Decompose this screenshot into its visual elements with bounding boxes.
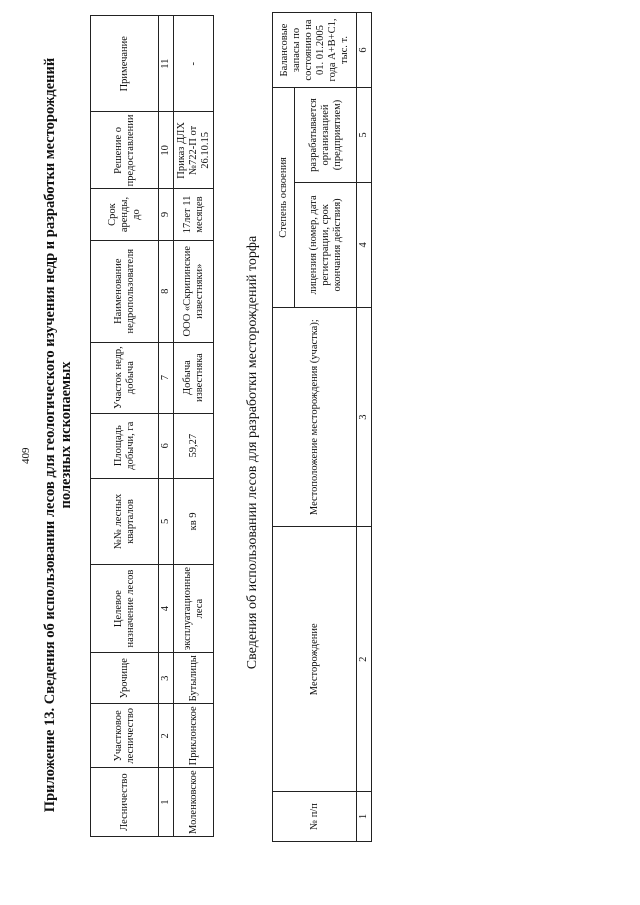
column-number: 6 [159, 413, 174, 478]
table2-header-row [273, 13, 295, 842]
table-row [174, 16, 214, 837]
header-cell: Примечание [91, 16, 159, 112]
table-cell: 59,27 [174, 413, 214, 478]
header-cell: Наименование недропользователя [91, 240, 159, 342]
table2-number-row [357, 13, 372, 842]
table-cell: Моленковское [174, 768, 214, 837]
header-cell: Площадь добычи, га [91, 413, 159, 478]
title-line-2: полезных ископаемых [58, 361, 74, 509]
column-number: 2 [159, 704, 174, 768]
forest-use-table [90, 15, 214, 837]
header-cell: Участковое лесничество [91, 704, 159, 768]
header-cell: Степень освоения [273, 88, 295, 308]
table1-number-row [159, 16, 174, 837]
column-number: 3 [159, 653, 174, 704]
table-cell: Приказ ДЛХ №722-П от 26.10.15 [174, 112, 214, 189]
column-number: 8 [159, 240, 174, 342]
table-cell: Приклонское [174, 704, 214, 768]
column-number: 2 [357, 527, 372, 792]
table-cell: эксплуатационные леса [174, 564, 214, 652]
subtitle: Сведения об использовании лесов для разработки месторождений торфа [245, 235, 260, 670]
column-number: 11 [159, 16, 174, 112]
column-number: 5 [357, 88, 372, 183]
column-number: 4 [159, 564, 174, 652]
header-cell: Лесничество [91, 768, 159, 837]
table1-header-row [91, 16, 159, 837]
header-cell: Балансовые запасы по состоянию на 01. 01.2005 года А+В+С1, тыс. т. [273, 13, 357, 88]
header-cell: Решение о предоставлении [91, 112, 159, 189]
table-cell: ООО «Скрипинские известняки» [174, 240, 214, 342]
table-cell: Добыча известняка [174, 342, 214, 413]
title-line-1: Приложение 13. Сведения об использовании лесов для геологического изучения недр и разработки месторождений [42, 57, 58, 813]
column-number: 6 [357, 13, 372, 88]
column-number: 10 [159, 112, 174, 189]
column-number: 7 [159, 342, 174, 413]
column-number: 9 [159, 189, 174, 240]
peat-deposits-table [272, 12, 372, 842]
page-title [42, 5, 74, 865]
header-cell: лицензия (номер, дата регистрации, срок окончания действия) [295, 182, 357, 307]
column-number: 1 [159, 768, 174, 837]
header-cell: Месторождение [273, 527, 357, 792]
header-cell: Целевое назначение лесов [91, 564, 159, 652]
header-cell: №№ лесных кварталов [91, 478, 159, 564]
column-number: 3 [357, 307, 372, 527]
column-number: 1 [357, 792, 372, 842]
header-cell: Участок недр, добыча [91, 342, 159, 413]
column-number: 4 [357, 182, 372, 307]
table-cell: 17лет 11 месяцев [174, 189, 214, 240]
header-cell: № п/п [273, 792, 357, 842]
table-cell: кв 9 [174, 478, 214, 564]
table-cell: - [174, 16, 214, 112]
header-cell: Урочище [91, 653, 159, 704]
header-cell: Местоположение месторождения (участка); [273, 307, 357, 527]
column-number: 5 [159, 478, 174, 564]
table-cell: Бутылицы [174, 653, 214, 704]
header-cell: разрабатывается организацией (предприятием) [295, 88, 357, 183]
header-cell: Срок аренды, до [91, 189, 159, 240]
page-number: 409 [20, 447, 32, 464]
